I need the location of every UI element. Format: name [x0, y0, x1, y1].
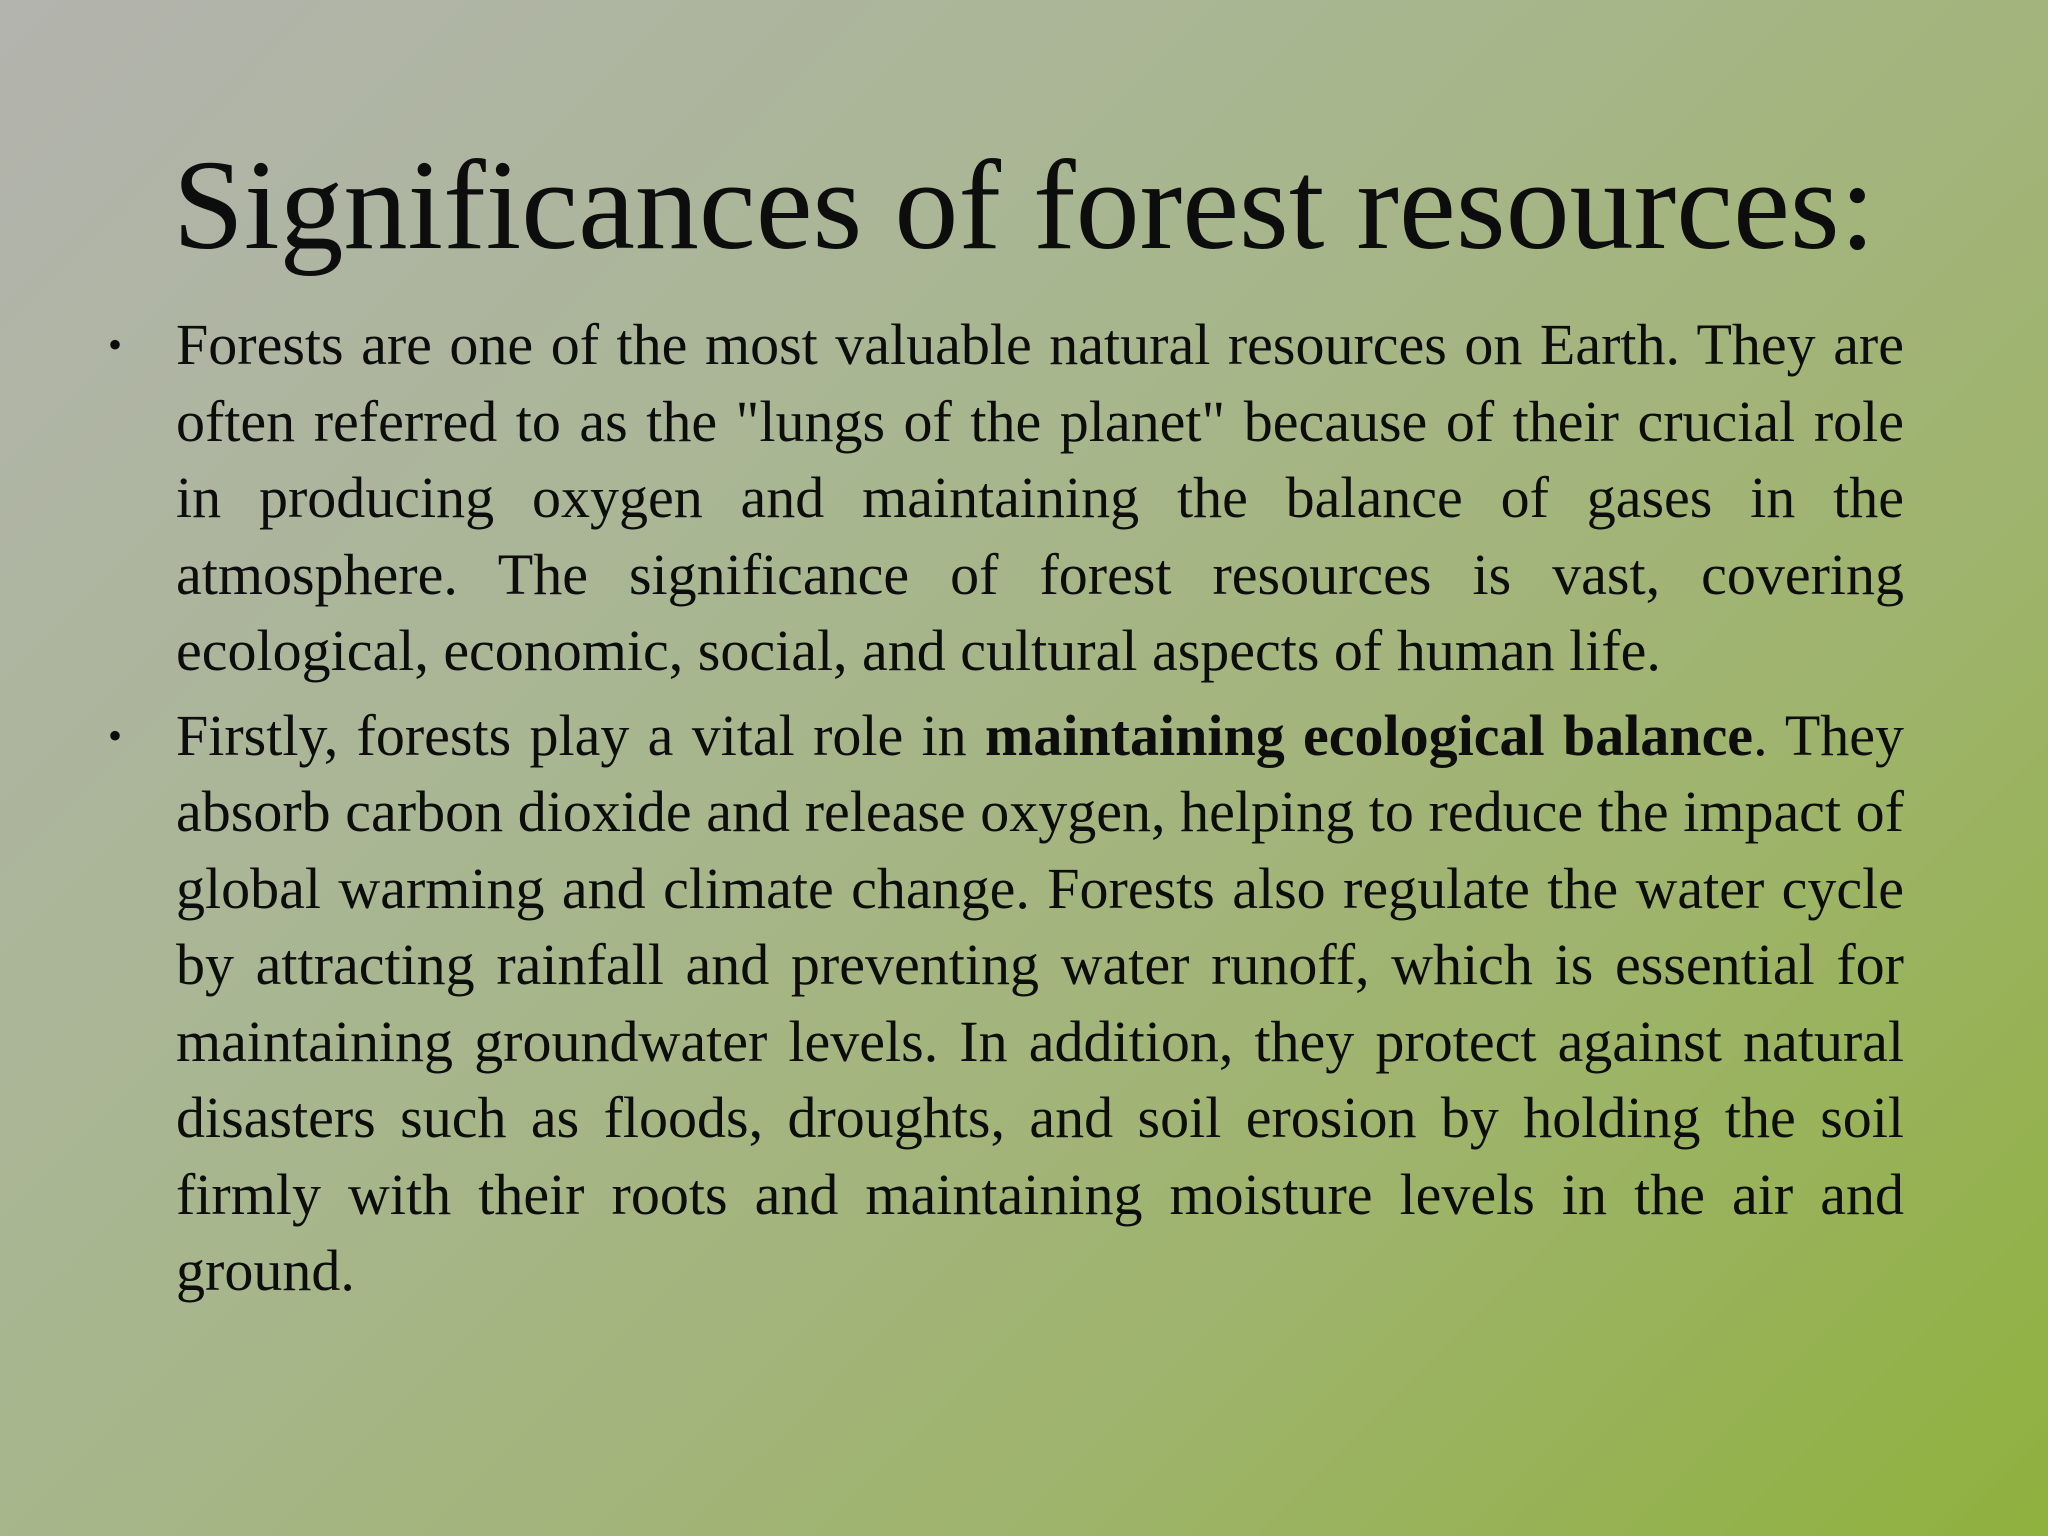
bullet-item	[108, 698, 1904, 1310]
bullet-text-intro: Firstly, forests play a vital role in	[176, 702, 985, 768]
bullet-text: Forests are one of the most valuable natural resources on Earth. They are often referred to as the "lungs of the planet" because of their crucial role in producing oxygen and maintaining the balance of gases in the atmosphere. The significance of forest resources is vast, covering ecological, economic, social, and cultural aspects of human life.	[176, 312, 1904, 683]
bullet-marker-icon: •	[108, 712, 123, 758]
bullet-list	[0, 307, 2048, 1310]
bullet-text-rest: . They absorb carbon dioxide and release oxygen, helping to reduce the impact of global warming and climate change. Forests also regulate the water cycle by attracting rainfall and preventing water runoff, which is essential for maintaining groundwater levels. In addition, they protect against natural disasters such as floods, droughts, and soil erosion by holding the soil firmly with their roots and maintaining moisture levels in the air and ground.	[176, 702, 1904, 1303]
bullet-marker-icon: •	[108, 322, 123, 367]
bullet-emphasis: maintaining ecological balance	[985, 702, 1754, 768]
slide-title: Significances of forest resources:	[172, 134, 1876, 276]
bullet-item	[108, 307, 1904, 690]
